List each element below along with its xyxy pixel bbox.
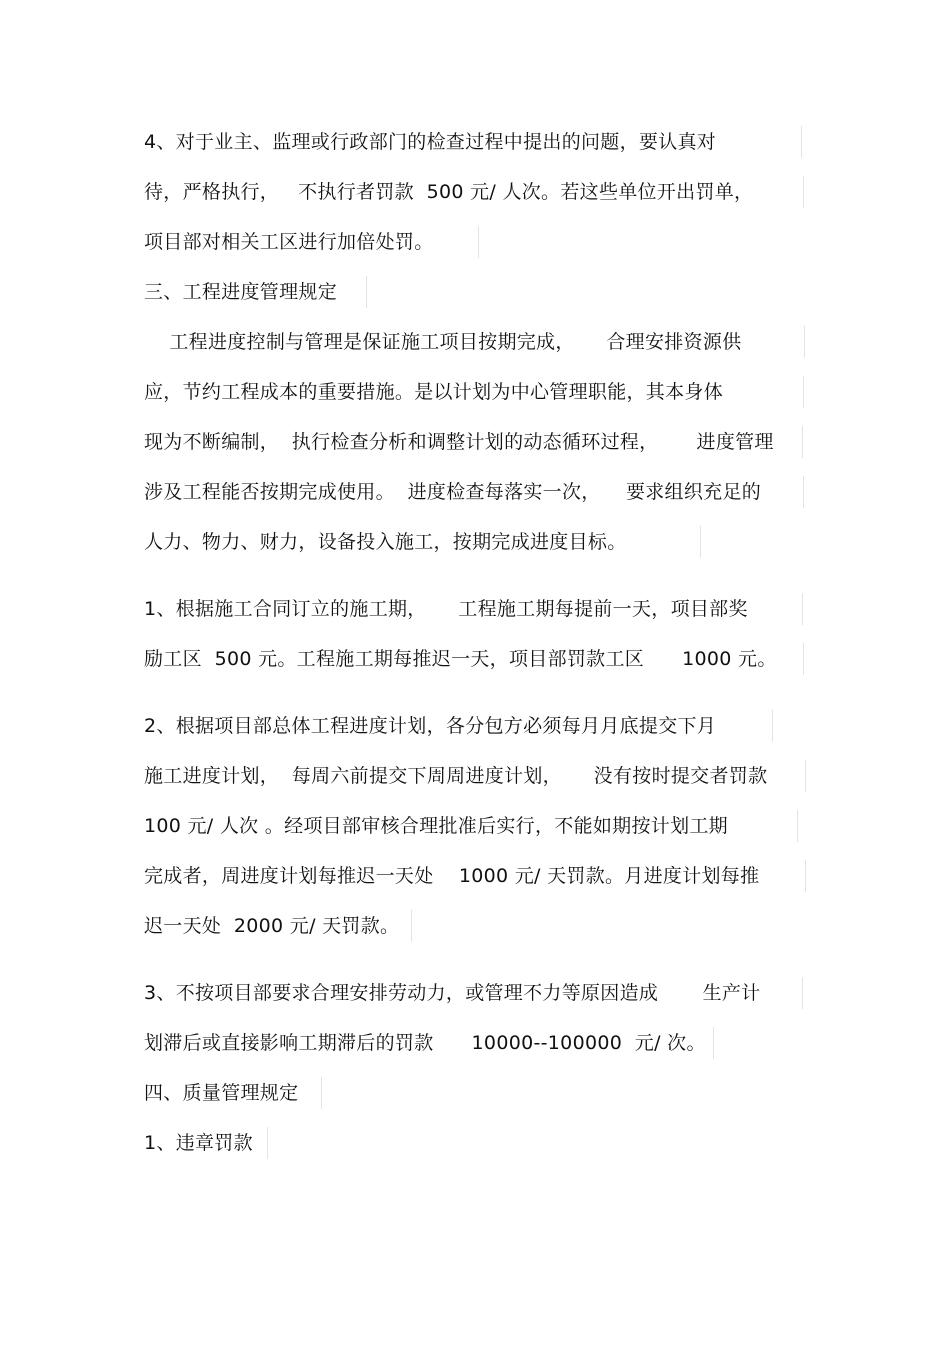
line-edge-rule — [478, 226, 479, 258]
text-line: 4、对于业主、监理或行政部门的检查过程中提出的问题，要认真对 — [144, 131, 717, 153]
text-line: 四、质量管理规定 — [144, 1082, 299, 1104]
line-edge-rule — [803, 476, 804, 508]
text-line: 3、不按项目部要求合理安排劳动力，或管理不力等原因造成 生产计 — [144, 982, 761, 1004]
text-line: 项目部对相关工区进行加倍处罚。 — [144, 231, 434, 253]
line-edge-rule — [267, 1127, 268, 1159]
text-line: 现为不断编制， 执行检查分析和调整计划的动态循环过程， 进度管理 — [144, 431, 774, 453]
text-line: 划滞后或直接影响工期滞后的罚款 10000--100000 元/ 次。 — [144, 1032, 706, 1054]
line-edge-rule — [803, 376, 804, 408]
text-line: 100 元/ 人次 。经项目部审核合理批准后实行，不能如期按计划工期 — [144, 815, 728, 837]
line-edge-rule — [803, 176, 804, 208]
line-edge-rule — [411, 910, 412, 942]
line-edge-rule — [802, 593, 803, 625]
line-edge-rule — [713, 1027, 714, 1059]
line-edge-rule — [802, 977, 803, 1009]
text-line: 三、工程进度管理规定 — [144, 281, 338, 303]
text-line: 待，严格执行， 不执行者罚款 500 元/ 人次。若这些单位开出罚单， — [144, 181, 754, 203]
line-edge-rule — [805, 860, 806, 892]
text-line: 工程进度控制与管理是保证施工项目按期完成， 合理安排资源供 — [144, 331, 742, 353]
text-line: 涉及工程能否按期完成使用。 进度检查每落实一次， 要求组织充足的 — [144, 481, 762, 503]
line-edge-rule — [803, 643, 804, 675]
text-line: 迟一天处 2000 元/ 天罚款。 — [144, 915, 400, 937]
line-edge-rule — [804, 326, 805, 358]
line-edge-rule — [797, 810, 798, 842]
text-line: 应，节约工程成本的重要措施。是以计划为中心管理职能，其本身体 — [144, 381, 724, 403]
text-line: 2、根据项目部总体工程进度计划，各分包方必须每月月底提交下月 — [144, 715, 717, 737]
text-line: 施工进度计划， 每周六前提交下周周进度计划， 没有按时提交者罚款 — [144, 765, 768, 787]
line-edge-rule — [801, 126, 802, 158]
text-line: 1、根据施工合同订立的施工期， 工程施工期每提前一天，项目部奖 — [144, 598, 748, 620]
line-edge-rule — [802, 426, 803, 458]
line-edge-rule — [772, 710, 773, 742]
line-edge-rule — [805, 760, 806, 792]
line-edge-rule — [700, 526, 701, 558]
text-line: 完成者，周进度计划每推迟一天处 1000 元/ 天罚款。月进度计划每推 — [144, 865, 760, 887]
text-line: 人力、物力、财力，设备投入施工，按期完成进度目标。 — [144, 531, 627, 553]
line-edge-rule — [321, 1077, 322, 1109]
line-edge-rule — [366, 276, 367, 308]
text-line: 1、违章罚款 — [144, 1132, 253, 1154]
text-line: 励工区 500 元。工程施工期每推迟一天，项目部罚款工区 1000 元。 — [144, 648, 777, 670]
